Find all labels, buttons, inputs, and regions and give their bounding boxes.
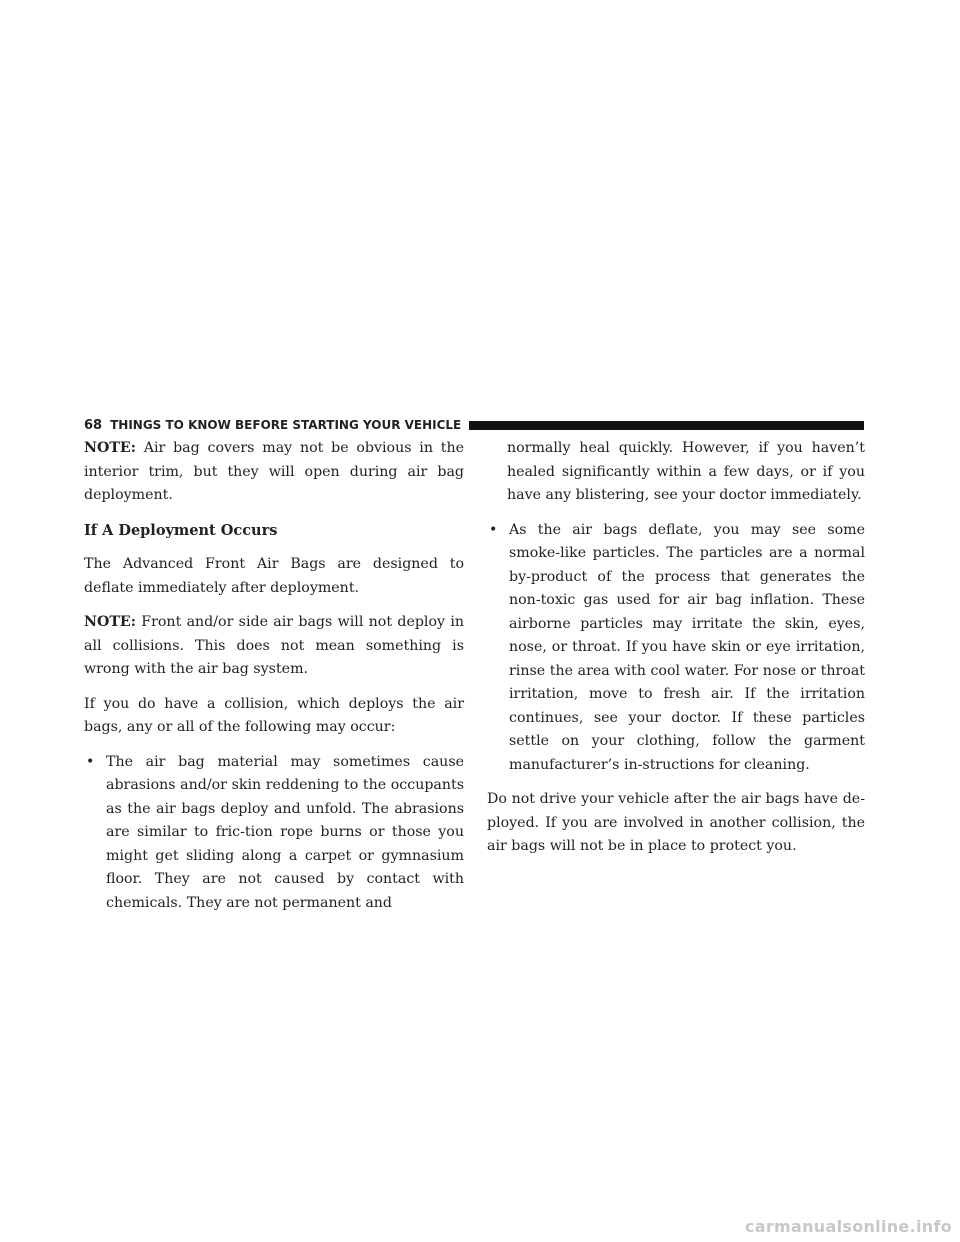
section-title: THINGS TO KNOW BEFORE STARTING YOUR VEHICLE	[110, 418, 462, 432]
bullet-icon: •	[86, 753, 95, 770]
bullet-item	[84, 751, 464, 916]
section-heading: If A Deployment Occurs	[84, 521, 278, 539]
watermark: carmanualsonline.info	[744, 1217, 952, 1236]
note-label: NOTE:	[84, 440, 136, 456]
body-paragraph: Do not drive your vehicle after the air bags have de-ployed. If you are involved in another collision, the air bags will not be in place to protect you.	[487, 791, 865, 854]
note-paragraph	[84, 611, 464, 682]
bullet-text: The air bag material may sometimes cause abrasions and/or skin reddening to the occupants as the air bags deploy and unfold. The abrasions are similar to fric-tion rope burns or those you might get sliding along a carpet or gymnasium floor. They are not caused by contact with chemicals. They are not permanent and	[106, 753, 464, 911]
left-column	[84, 437, 464, 926]
body-paragraph: The Advanced Front Air Bags are designed to deflate immediately after deployment.	[84, 556, 464, 596]
note-label: NOTE:	[84, 614, 136, 630]
bullet-icon: •	[489, 521, 498, 538]
note-text: Front and/or side air bags will not deploy in all collisions. This does not mean something is wrong with the air bag system.	[84, 614, 465, 677]
header-rule	[469, 421, 864, 430]
bullet-item	[487, 519, 865, 778]
page-header	[84, 416, 864, 434]
page-number: 68	[84, 417, 103, 433]
right-column	[487, 437, 865, 870]
note-text: Air bag covers may not be obvious in the interior trim, but they will open during air bag deployment.	[84, 440, 465, 503]
body-paragraph: If you do have a collision, which deploys the air bags, any or all of the following may occur:	[84, 695, 464, 735]
bullet-continuation: normally heal quickly. However, if you haven’t healed significantly within a few days, or if you have any blistering, see your doctor immediately.	[507, 440, 865, 503]
note-paragraph	[84, 437, 464, 508]
bullet-text: As the air bags deflate, you may see some smoke-like particles. The particles are a normal by-product of the process that generates the non-toxic gas used for air bag inflation. These airborne particles may irritate the skin, eyes, nose, or throat. If you have skin or eye irritation, rinse the area with cool water. For nose or throat irritation, move to fresh air. If the irritation continues, see your doctor. If these particles settle on your clothing, follow the garment manufacturer’s in-structions for cleaning.	[509, 521, 865, 773]
